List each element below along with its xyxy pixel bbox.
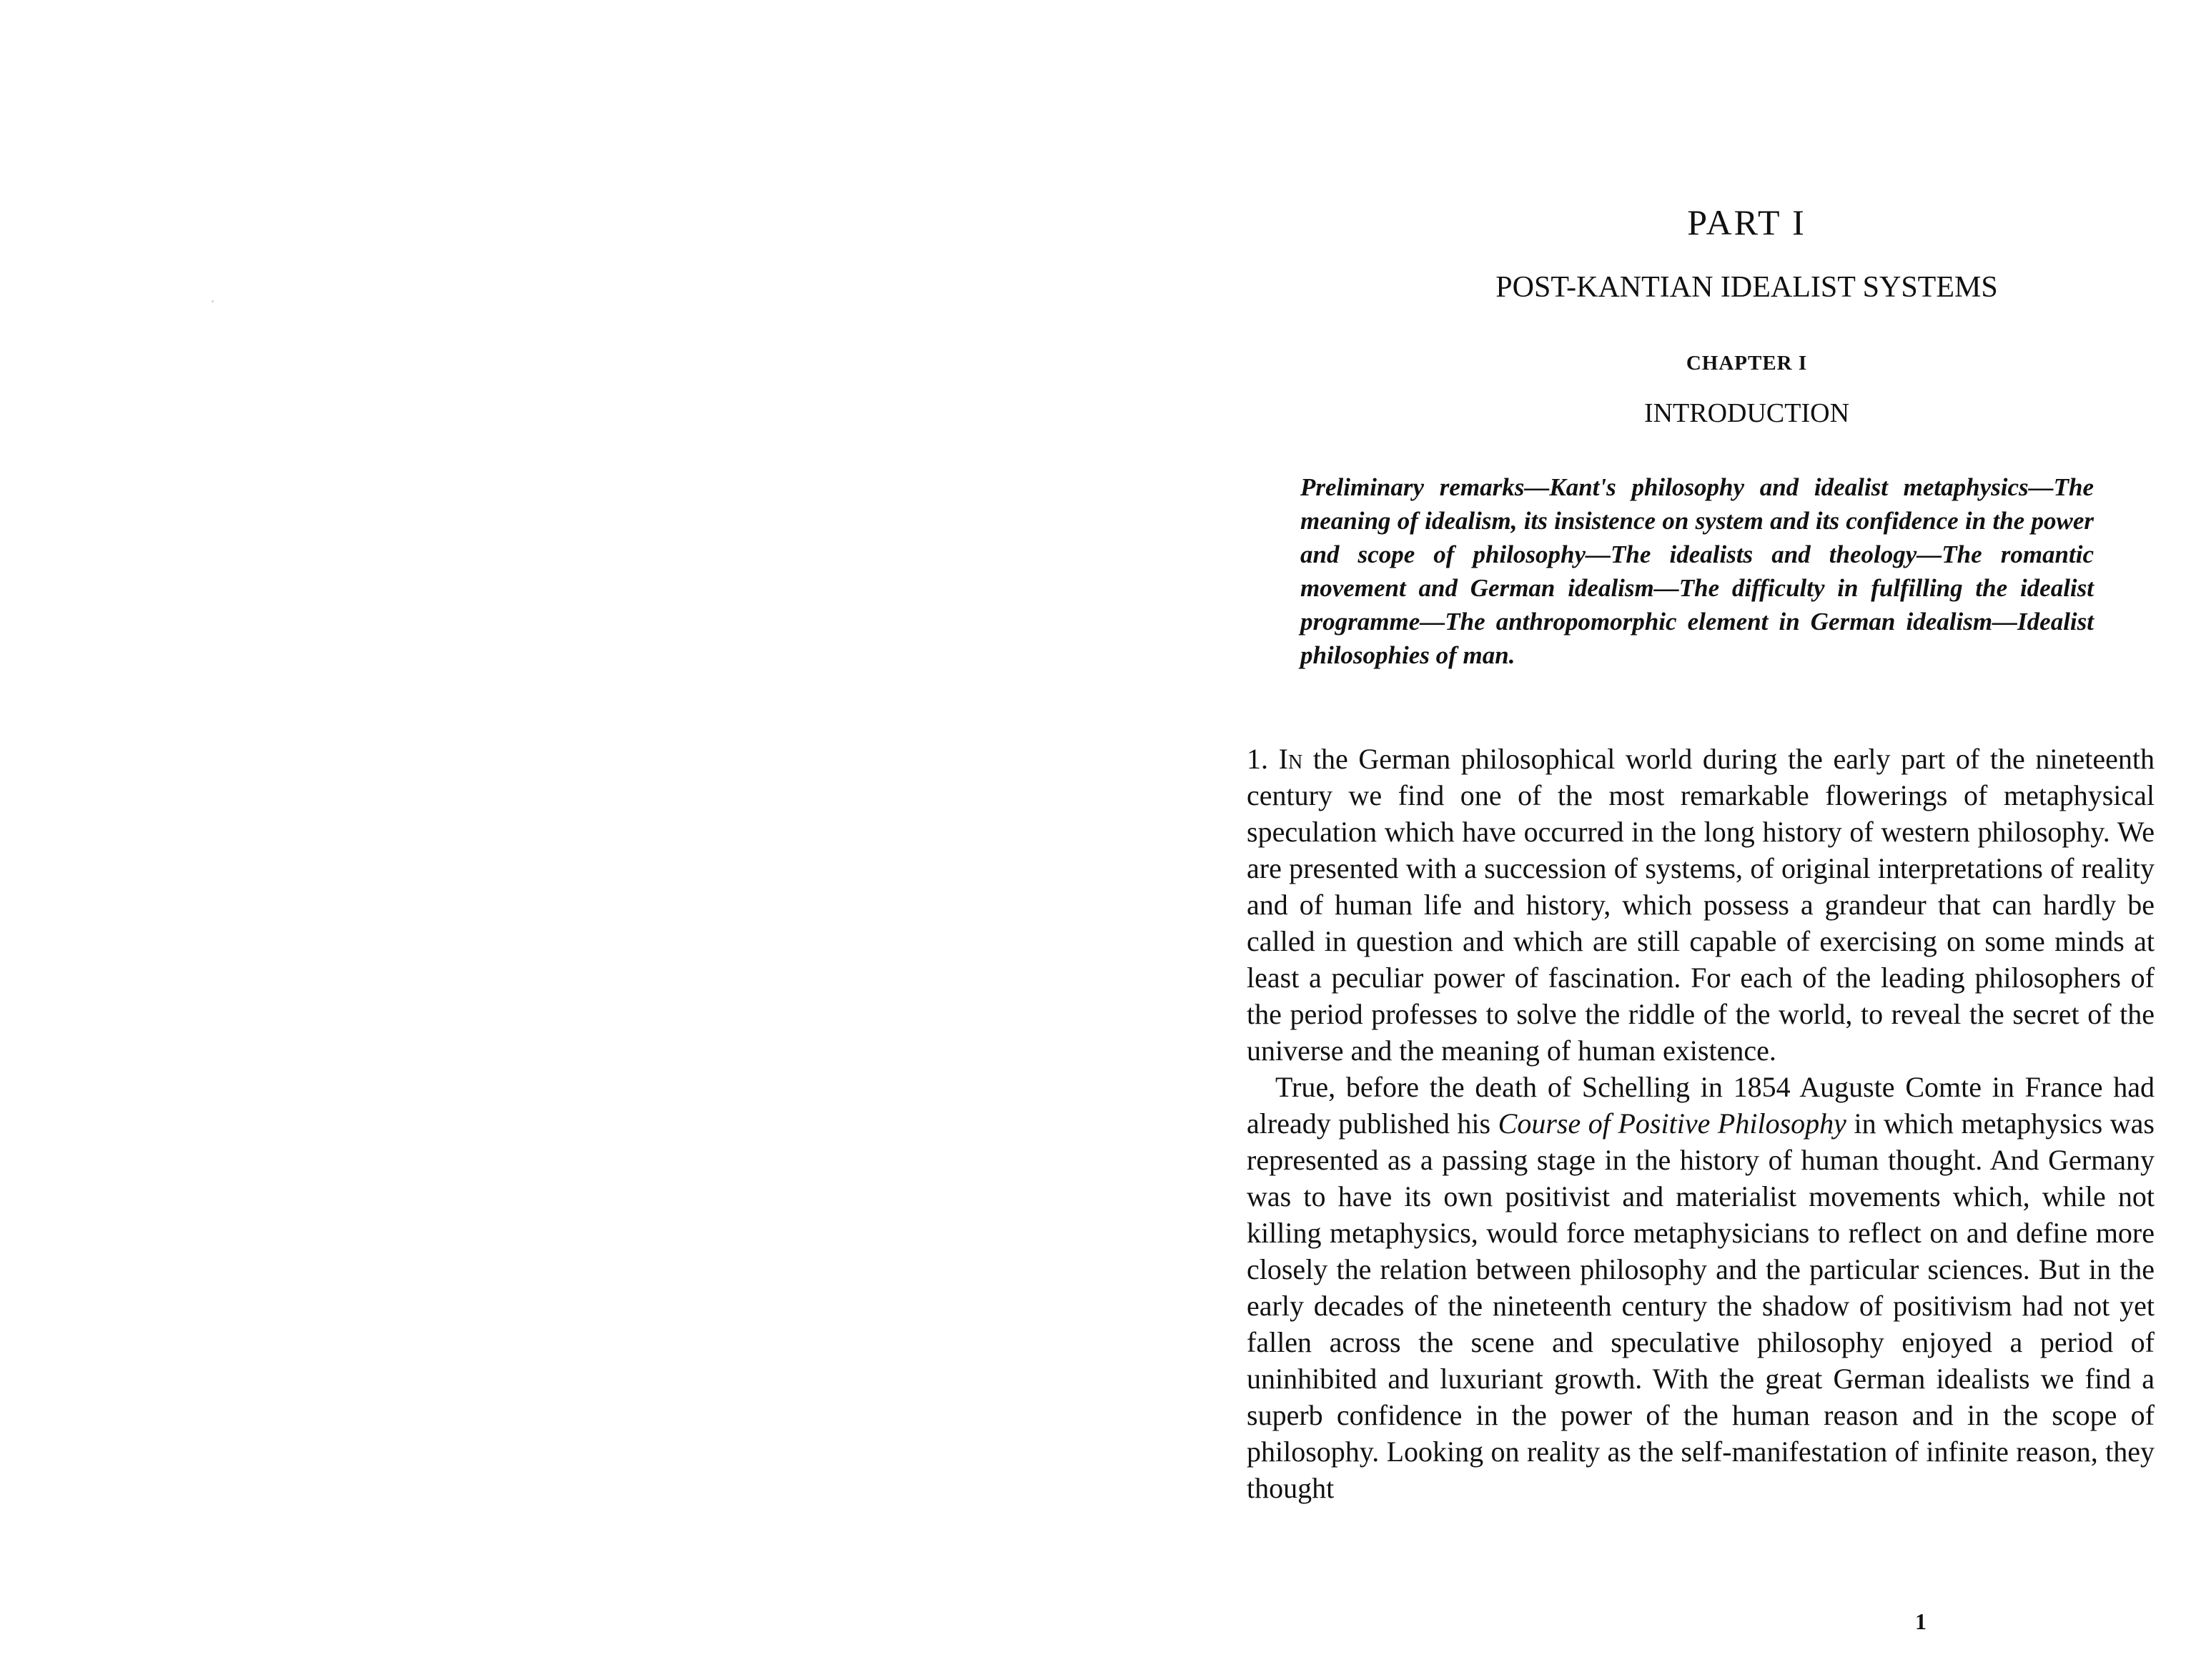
book-title: Course of Positive Philosophy xyxy=(1498,1107,1846,1140)
page-number: 1 xyxy=(1915,1609,1927,1634)
chapter-synopsis: Preliminary remarks—Kant's philosophy and idealist metaphysics—The meaning of idealism, its insistence on system and its confidence in the power and scope of philosophy—The idealists and theology—The romantic movement and German idealism—The difficulty in fulfilling the idealist programme—The anthropomorphic element in German idealism—Idealist philosophies of man. xyxy=(1300,473,2094,669)
paragraph-1-text: the German philosophical world during the early part of the nineteenth century we find one of the most remarkable flowerings of metaphysical speculation which have occurred in the long history of western philosophy. We are presented with a succession of systems, of original interpretations of reality and of human life and history, which possess a grandeur that can hardly be called in question and which are still capable of exercising on some minds at least a peculiar power of fascination. For each of the leading philosophers of the period professes to solve the riddle of the world, to reveal the secret of the universe and the meaning of human existence. xyxy=(1247,743,2155,1067)
right-page xyxy=(1093,0,2186,1680)
paragraph-1 xyxy=(1247,741,2155,1069)
chapter-title: INTRODUCTION xyxy=(1643,398,1850,428)
paper-speck xyxy=(212,300,214,302)
part-subtitle: POST-KANTIAN IDEALIST SYSTEMS xyxy=(1495,271,1998,304)
paragraph-2 xyxy=(1247,1069,2155,1506)
paragraph-2-text-end: in which metaphysics was represented as a passing stage in the history of human thought. And Germany was to have its own positivist and materialist movements which, while not killing metaphysics, would force metaphysicians to reflect on and define more closely the relation between philosophy and the particular sciences. But in the early decades of the nineteenth century the shadow of positivism had not yet fallen across the scene and speculative philosophy enjoyed a period of uninhibited and luxuriant growth. With the great German idealists we find a superb confidence in the power of the human reason and in the scope of philosophy. Looking on reality as the self-manifestation of infinite reason, they thought xyxy=(1247,1107,2155,1504)
part-title: PART I xyxy=(1687,202,1806,242)
section-number: 1. xyxy=(1247,743,1268,775)
chapter-label: CHAPTER I xyxy=(1686,352,1808,375)
paragraph-2-text-start: True, before the death of Schelling in 1854 Auguste Comte in France had already published his xyxy=(1247,1071,2155,1140)
body-text xyxy=(1247,741,2155,1506)
lead-word: In xyxy=(1278,743,1303,775)
